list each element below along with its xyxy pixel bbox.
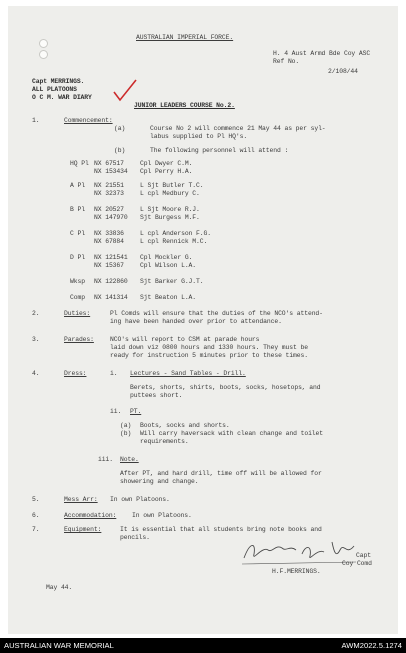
section-label: Equipment: — [64, 526, 102, 533]
section-text: labus supplied to Pl HQ's. — [150, 133, 248, 140]
section-text: pencils. — [120, 534, 150, 541]
personnel-unit: Comp — [70, 294, 85, 301]
subsection-title: Lectures - Sand Tables - Drill. — [130, 370, 246, 377]
section-label: Mess Arr: — [64, 496, 98, 503]
personnel-number: NX 121541 — [94, 254, 128, 261]
subsection-marker: (a) — [114, 125, 126, 132]
addressee-line: O C M. WAR DIARY — [32, 94, 92, 101]
personnel-number: NX 153434 — [94, 168, 128, 175]
section-text: In own Platoons. — [110, 496, 170, 503]
section-text: puttees short. — [130, 392, 183, 399]
personnel-number: NX 20527 — [94, 206, 124, 213]
section-number: 6. — [32, 512, 40, 519]
punch-hole — [39, 39, 48, 48]
personnel-name: L cpl Rennick M.C. — [140, 238, 208, 245]
signatory-rank: Capt — [356, 552, 371, 559]
section-label: Dress: — [64, 370, 87, 377]
section-label: Commencement: — [64, 117, 113, 124]
personnel-unit: Wksp — [70, 278, 85, 285]
signatory-role: Coy Comd — [342, 560, 372, 567]
unit-line: H. 4 Aust Armd Bde Coy ASC — [273, 50, 371, 57]
section-label: Accommodation: — [64, 512, 117, 519]
personnel-name: Sjt Beaton L.A. — [140, 294, 197, 301]
ref-number: 2/108/44 — [328, 68, 358, 75]
personnel-number: NX 122860 — [94, 278, 128, 285]
section-number: 7. — [32, 526, 40, 533]
addressee-line: Capt MERRINGS. — [32, 78, 85, 85]
subsection-marker: (a) — [120, 422, 132, 429]
personnel-number: NX 67517 — [94, 160, 124, 167]
section-text: requirements. — [140, 438, 189, 445]
personnel-name: Cpl Mockler G. — [140, 254, 193, 261]
footer-accession-number: AWM2022.5.1274 — [341, 641, 402, 650]
handwritten-signature — [240, 536, 358, 566]
section-number: 5. — [32, 496, 40, 503]
personnel-number: NX 147970 — [94, 214, 128, 221]
punch-hole — [39, 50, 48, 59]
personnel-unit: HQ Pl — [70, 160, 89, 167]
subsection-title: PT. — [130, 408, 142, 415]
document-title: JUNIOR LEADERS COURSE No.2. — [134, 102, 235, 109]
personnel-name: Cpl Dwyer C.M. — [140, 160, 193, 167]
section-text: The following personnel will attend : — [150, 147, 289, 154]
signatory-name: H.F.MERRINGS. — [272, 568, 321, 575]
personnel-unit: D Pl — [70, 254, 85, 261]
personnel-name: L Sjt Moore R.J. — [140, 206, 200, 213]
section-number: 4. — [32, 370, 40, 377]
section-number: 3. — [32, 336, 40, 343]
section-text: ing have been handed over prior to attendance. — [110, 318, 282, 325]
section-text: NCO's will report to CSM at parade hours — [110, 336, 260, 343]
subsection-number: ii. — [110, 408, 122, 415]
subsection-number: i. — [110, 370, 118, 377]
personnel-unit: A Pl — [70, 182, 85, 189]
personnel-number: NX 32373 — [94, 190, 124, 197]
subsection-marker: (b) — [114, 147, 126, 154]
personnel-number: NX 33836 — [94, 230, 124, 237]
subsection-marker: (b) — [120, 430, 132, 437]
section-text: Course No 2 will commence 21 May 44 as per syl- — [150, 125, 326, 132]
document-date: May 44. — [46, 584, 73, 591]
personnel-name: Cpl Wilson L.A. — [140, 262, 197, 269]
red-tick-mark — [112, 78, 138, 104]
ref-label: Ref No. — [273, 58, 300, 65]
addressee-line: ALL PLATOONS — [32, 86, 77, 93]
personnel-unit: B Pl — [70, 206, 85, 213]
personnel-number: NX 67884 — [94, 238, 124, 245]
personnel-name: Sjt Burgess M.F. — [140, 214, 200, 221]
section-text: Berets, shorts, shirts, boots, socks, hosetops, and — [130, 384, 321, 391]
document-heading: AUSTRALIAN IMPERIAL FORCE. — [136, 34, 234, 41]
personnel-name: Cpl Perry H.A. — [140, 168, 193, 175]
footer-source: AUSTRALIAN WAR MEMORIAL — [4, 641, 114, 650]
section-text: After PT, and hard drill, time off will be allowed for — [120, 470, 322, 477]
document-page — [8, 6, 398, 634]
personnel-number: NX 141314 — [94, 294, 128, 301]
section-text: In own Platoons. — [132, 512, 192, 519]
section-label: Parades: — [64, 336, 94, 343]
personnel-name: Sjt Barker G.J.T. — [140, 278, 204, 285]
section-number: 2. — [32, 310, 40, 317]
section-text: laid down viz 0800 hours and 1330 hours. They must be — [110, 344, 308, 351]
section-text: It is essential that all students bring note books and — [120, 526, 322, 533]
section-text: ready for instruction 5 minutes prior to these times. — [110, 352, 308, 359]
personnel-unit: C Pl — [70, 230, 85, 237]
personnel-number: NX 21551 — [94, 182, 124, 189]
section-label: Duties: — [64, 310, 91, 317]
personnel-name: L Sjt Butler T.C. — [140, 182, 204, 189]
subsection-number: iii. — [98, 456, 113, 463]
section-text: Pl Comds will ensure that the duties of the NCO's attend- — [110, 310, 323, 317]
section-text: showering and change. — [120, 478, 199, 485]
personnel-name: L cpl Medbury C. — [140, 190, 200, 197]
personnel-number: NX 15367 — [94, 262, 124, 269]
section-text: Will carry haversack with clean change and toilet — [140, 430, 324, 437]
subsection-title: Note. — [120, 456, 139, 463]
section-text: Boots, socks and shorts. — [140, 422, 230, 429]
section-number: 1. — [32, 117, 40, 124]
personnel-name: L cpl Anderson F.G. — [140, 230, 211, 237]
